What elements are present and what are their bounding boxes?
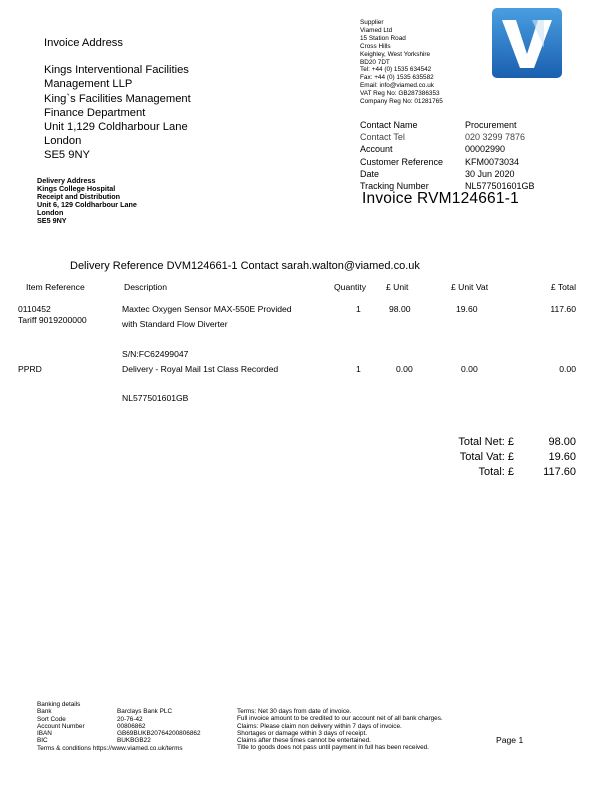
supplier-line: 15 Station Road (360, 34, 406, 42)
total-label: Total: £ (478, 466, 514, 478)
supplier-line: Fax: +44 (0) 1535 635582 (360, 74, 434, 82)
supplier-line: VAT Reg No: GB287386353 (360, 90, 440, 98)
banking-label: IBAN (37, 730, 52, 738)
supplier-line: Supplier (360, 19, 384, 26)
contact-value: KFM0073034 (465, 156, 520, 167)
contact-label: Contact Name (360, 120, 418, 130)
banking-label: Sort Code (37, 715, 66, 723)
banking-row (37, 708, 201, 715)
total-value: 117.60 (543, 466, 576, 478)
invoice-address-line: King`s Facilities Management (44, 92, 191, 105)
total-vat-value: 19.60 (548, 451, 576, 463)
contact-details (360, 119, 535, 192)
total-net-value: 98.00 (548, 436, 576, 448)
supplier-line: Email: info@viamed.co.uk (360, 82, 434, 90)
header-quantity: Quantity (334, 282, 367, 292)
tariff-code: Tariff 9019200000 (18, 315, 87, 325)
banking-value: BUKBGB22 (117, 737, 151, 745)
invoice-address-title: Invoice Address (44, 37, 123, 49)
quantity-cell: 1 (356, 304, 361, 314)
terms-link[interactable]: Terms & conditions https://www.viamed.co.uk/terms (37, 744, 183, 752)
invoice-address-line: Kings Interventional Facilities (44, 64, 189, 77)
terms-line: Title to goods does not pass until payment in full has been received. (237, 744, 429, 752)
supplier-line: Cross Hills (360, 42, 391, 50)
supplier-line: BD20 7DT (360, 58, 390, 66)
total-cell: 117.60 (550, 304, 576, 314)
banking-row (37, 716, 201, 723)
total-vat-label: Total Vat: £ (459, 451, 514, 463)
contact-value: 30 Jun 2020 (465, 168, 515, 179)
supplier-line: Keighley, West Yorkshire (360, 50, 431, 58)
contact-row (360, 119, 535, 131)
contact-row (360, 143, 535, 155)
contact-value: 00002990 (465, 144, 506, 155)
description-line: with Standard Flow Diverter (122, 319, 228, 329)
invoice-address (44, 36, 191, 163)
serial-number: S/N:FC62499047 (122, 349, 189, 359)
contact-label: Contact Tel (360, 132, 405, 143)
unit-vat-cell: 0.00 (461, 364, 478, 374)
banking-value: GB69BUKB20764200806862 (117, 730, 201, 738)
delivery-address-line: London (37, 208, 64, 217)
contact-label: Tracking Number (360, 181, 429, 192)
contact-value: NL577501601GB (465, 181, 535, 192)
delivery-address (37, 177, 137, 225)
supplier-line: Tel: +44 (0) 1535 634542 (360, 66, 432, 74)
invoice-address-line: Unit 1,129 Coldharbour Lane (44, 121, 188, 134)
contact-row (360, 156, 535, 168)
item-reference: 0110452 (18, 304, 51, 314)
contact-label: Customer Reference (360, 156, 444, 167)
banking-title: Banking details (37, 701, 81, 708)
header-total: £ Total (550, 282, 576, 292)
invoice-number: Invoice RVM124661-1 (362, 190, 519, 207)
contact-row (360, 131, 535, 143)
banking-value: 20-76-42 (117, 715, 143, 723)
viamed-logo-icon (492, 8, 562, 78)
table-row-ref (18, 302, 87, 324)
page-number: Page 1 (496, 735, 524, 745)
invoice-address-line: London (44, 135, 82, 148)
banking-value: Barclays Bank PLC (117, 708, 173, 716)
tracking-number: NL577501601GB (122, 393, 189, 403)
contact-value: Procurement (465, 120, 517, 130)
supplier-line: Company Reg No: 01281765 (360, 98, 443, 106)
delivery-address-line: Kings College Hospital (37, 184, 116, 193)
terms-line: Claims: Please claim non delivery within 7 days of invoice. (237, 722, 402, 730)
quantity-cell: 1 (356, 364, 361, 374)
banking-label: Account Number (37, 722, 85, 730)
terms-line: Full invoice amount to be credited to our account net of all bank charges. (237, 715, 443, 723)
contact-value: 020 3299 7876 (465, 132, 526, 143)
terms-block (237, 708, 443, 752)
banking-details (37, 701, 201, 752)
banking-row (37, 723, 201, 730)
delivery-address-line: Delivery Address (37, 176, 96, 185)
banking-label: Bank (37, 708, 52, 716)
supplier-line: Viamed Ltd (360, 26, 393, 34)
banking-value: 00806862 (117, 722, 146, 730)
header-unit-vat: £ Unit Vat (451, 282, 489, 292)
unit-cell: 0.00 (396, 364, 413, 374)
banking-row (37, 737, 201, 744)
delivery-address-line: Unit 6, 129 Coldharbour Lane (37, 200, 137, 209)
invoice-address-line: Finance Department (44, 106, 146, 119)
invoice-address-line: SE5 9NY (44, 149, 91, 162)
supplier-block (360, 19, 443, 106)
description-line: Maxtec Oxygen Sensor MAX-550E Provided (122, 304, 292, 314)
unit-cell: 98.00 (389, 304, 411, 314)
unit-vat-cell: 19.60 (456, 304, 478, 314)
total-net-label: Total Net: £ (458, 436, 514, 448)
terms-line: Claims after these times cannot be entertained. (237, 737, 371, 745)
contact-label: Date (360, 168, 380, 179)
viamed-logo (492, 8, 562, 78)
invoice-address-line: Management LLP (44, 78, 133, 91)
total-cell: 0.00 (559, 364, 576, 374)
item-reference: PPRD (18, 364, 42, 374)
terms-line: Shortages or damage within 3 days of receipt. (237, 729, 368, 737)
header-description: Description (124, 282, 167, 292)
delivery-address-line: SE5 9NY (37, 216, 67, 225)
banking-row (37, 730, 201, 737)
header-item-reference: Item Reference (26, 282, 85, 292)
description-line: Delivery - Royal Mail 1st Class Recorded (122, 364, 279, 374)
terms-line: Terms: Net 30 days from date of invoice. (237, 708, 352, 715)
delivery-reference: Delivery Reference DVM124661-1 Contact sarah.walton@viamed.co.uk (70, 260, 420, 272)
header-unit: £ Unit (386, 282, 409, 292)
delivery-address-line: Receipt and Distribution (37, 192, 121, 201)
contact-label: Account (360, 144, 393, 155)
table-row-description (122, 302, 292, 332)
banking-label: BIC (37, 737, 48, 745)
contact-row (360, 168, 535, 180)
